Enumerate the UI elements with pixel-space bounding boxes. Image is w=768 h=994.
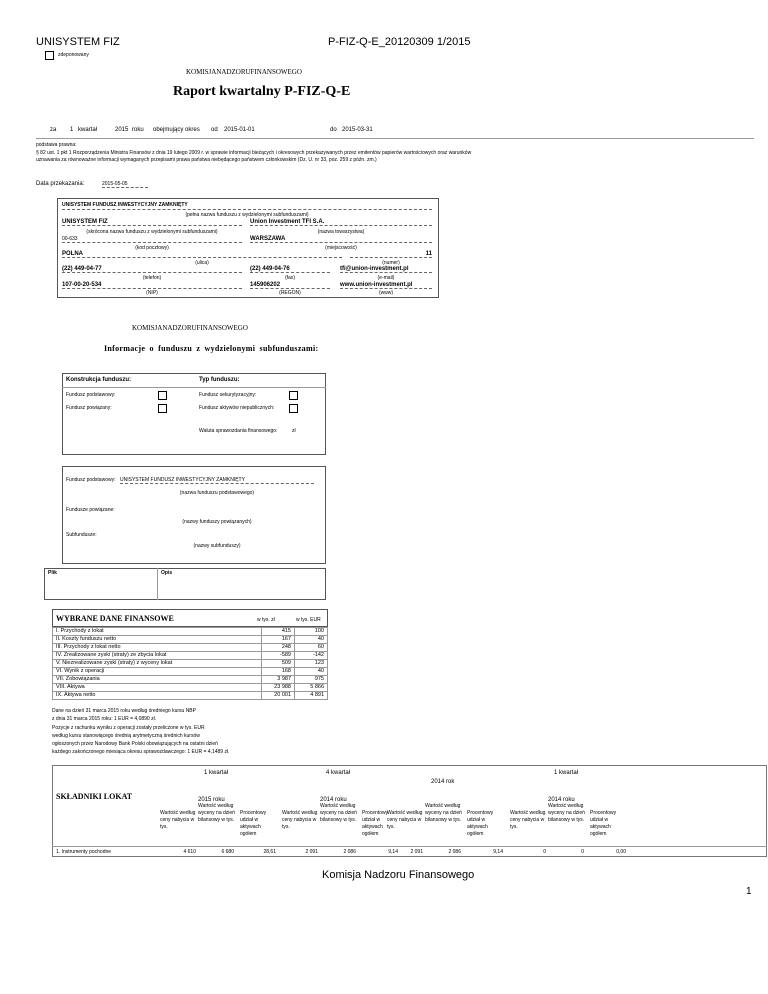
waluta-value: zł bbox=[292, 428, 296, 434]
financial-cell-eur: 100 bbox=[295, 628, 328, 636]
fund-street-caption: (ulica) bbox=[195, 260, 209, 266]
fund-street: POLNA bbox=[62, 251, 342, 258]
financial-row bbox=[53, 668, 328, 676]
lokaty-group-period: 2014 rok bbox=[431, 779, 455, 785]
lokaty-col-header: Wartość według ceny nabycia w tys. bbox=[160, 810, 196, 830]
plik-divider bbox=[157, 568, 158, 600]
fund-full-name-caption: (pełna nazwa funduszu z wydzielonymi subfunduszami) bbox=[185, 212, 309, 218]
podstawowy-name-caption: (nazwa funduszu podstawowego) bbox=[179, 490, 255, 496]
period-od: od bbox=[211, 127, 218, 133]
financial-note-line: każdego zakończonego miesiąca okresu sprawozdawczego: 1 EUR = 4,1489 zł. bbox=[52, 749, 230, 756]
financial-cell-label: VII. Zobowiązania bbox=[53, 676, 262, 684]
financial-row bbox=[53, 684, 328, 692]
structure-box bbox=[62, 373, 326, 455]
sekurytyzacyjny-label: Fundusz sekurytyzacyjny: bbox=[199, 392, 257, 398]
lokaty-row-label: 1. Instrumenty pochodne bbox=[56, 849, 112, 855]
financial-cell-pln: -589 bbox=[262, 652, 295, 660]
lokaty-col-header: Wartość według wyceny na dzień bilansowy w tys. bbox=[198, 803, 235, 823]
period-year: 2015 bbox=[115, 127, 129, 133]
lokaty-group-year: 2014 roku bbox=[548, 797, 575, 803]
fund-city: WARSZAWA bbox=[250, 236, 432, 243]
financial-row bbox=[53, 636, 328, 644]
header-right-title: P-FIZ-Q-E_20120309 1/2015 bbox=[328, 36, 471, 48]
financial-cell-pln: 248 bbox=[262, 644, 295, 652]
lokaty-col-header: Procentowy udział w aktywach ogółem bbox=[240, 810, 267, 837]
lokaty-value-cell: 9,14 bbox=[388, 849, 398, 855]
powiazany-checkbox[interactable] bbox=[158, 404, 167, 413]
zdeponowany-checkbox[interactable] bbox=[45, 51, 54, 60]
lokaty-value-cell: 2 086 bbox=[343, 849, 356, 855]
report-title: Raport kwartalny P-FIZ-Q-E bbox=[173, 84, 351, 99]
financial-cell-label: IV. Zrealizowane zyski (straty) ze zbycia lokat bbox=[53, 652, 262, 660]
fund-regon: 145906202 bbox=[250, 282, 330, 289]
lokaty-col-header: Procentowy udział w aktywach ogółem bbox=[467, 810, 494, 837]
lokaty-value-cell: 9,14 bbox=[493, 849, 503, 855]
fund-email-caption: (e-mail) bbox=[377, 275, 395, 281]
financial-row bbox=[53, 676, 328, 684]
plik-col2: Opis bbox=[161, 570, 173, 576]
powiazane-caption: (nazwy funduszy powiązanych) bbox=[182, 519, 252, 525]
lokaty-group-year: 2015 roku bbox=[198, 797, 225, 803]
financial-cell-eur: 40 bbox=[295, 668, 328, 676]
period-kwartal: kwartał bbox=[78, 127, 98, 133]
lokaty-value-cell: 6 680 bbox=[221, 849, 234, 855]
fund-number: 11 bbox=[350, 251, 432, 258]
financial-note-line: według kursu stanowiącego średnią arytmetyczną średnich kursów bbox=[52, 732, 200, 739]
lokaty-value-cell: 2 086 bbox=[448, 849, 461, 855]
fund-society-caption: (nazwa towarzystwa) bbox=[317, 229, 365, 235]
podstawowy-checkbox[interactable] bbox=[158, 391, 167, 400]
financial-cell-label: VIII. Aktywa bbox=[53, 684, 262, 692]
legal-basis-text: § 82 ust. 1 pkt 1 Rozporządzenia Ministra Finansów z dnia 19 lutego 2009 r. w sprawie informacji bieżących i okresowych przekazywanych przez emitentów papierów wartościowych oraz warunków uznawania za równoważne informacji wymaganych przepisami prawa państwa niebędącego państwem członkowskim (Dz. U. nr 33, poz. 259 z późn. zm.) bbox=[36, 150, 472, 163]
fund-email: tfi@union-investment.pl bbox=[340, 266, 432, 273]
financial-cell-eur: 975 bbox=[295, 676, 328, 684]
financial-note-line: Pozycje z rachunku wyniku z operacji zostały przeliczone w tys. EUR bbox=[52, 724, 205, 731]
subfundusze-label: Subfundusze: bbox=[66, 532, 97, 538]
financial-col-pln: w tys. zł bbox=[257, 617, 275, 623]
period-za: za bbox=[50, 127, 57, 133]
financial-row bbox=[53, 660, 328, 668]
financial-cell-pln: 167 bbox=[262, 636, 295, 644]
fund-society: Union Investment TFI S.A. bbox=[250, 219, 432, 226]
powiazane-label: Fundusze powiązane: bbox=[66, 507, 115, 513]
structure-divider bbox=[62, 387, 326, 388]
financial-cell-label: III. Przychody z lokat netto bbox=[53, 644, 262, 652]
financial-notes bbox=[52, 707, 229, 757]
period-quarter: 1 bbox=[70, 127, 74, 133]
podstawowy-name-value: UNISYSTEM FUNDUSZ INWESTYCYJNY ZAMKNIĘTY bbox=[120, 477, 314, 484]
aktywow-label: Fundusz aktywów niepublicznych: bbox=[199, 405, 275, 411]
lokaty-group-year: 2014 roku bbox=[320, 797, 347, 803]
lokaty-col-header: Wartość według ceny nabycia w tys. bbox=[387, 810, 423, 830]
financial-cell-eur: -142 bbox=[295, 652, 328, 660]
footer-knf: Komisja Nadzoru Finansowego bbox=[322, 869, 475, 881]
financial-table bbox=[52, 627, 328, 700]
financial-cell-label: I. Przychody z lokat bbox=[53, 628, 262, 636]
knf-top: KOMISJANADZORUFINANSOWEGO bbox=[186, 68, 302, 76]
fund-www-caption: (www) bbox=[378, 290, 394, 296]
fund-full-name: UNISYSTEM FUNDUSZ INWESTYCYJNY ZAMKNIĘTY bbox=[62, 202, 432, 210]
date-passed-label: Data przekazania: bbox=[36, 181, 85, 187]
period-rok: roku bbox=[132, 127, 144, 133]
fund-nip-caption: (NIP) bbox=[146, 290, 158, 296]
period-do: do bbox=[330, 127, 337, 133]
financial-cell-pln: 168 bbox=[262, 668, 295, 676]
fund-short-name-caption: (skrócona nazwa funduszu z wydzielonymi subfunduszami) bbox=[86, 229, 218, 235]
financial-cell-label: V. Niezrealizowane zyski (straty) z wyceny lokat bbox=[53, 660, 262, 668]
lokaty-value-cell: 2 091 bbox=[410, 849, 423, 855]
financial-note-line: ogłoszonych przez Narodowy Bank Polski obowiązujących na ostatni dzień bbox=[52, 741, 218, 748]
lokaty-group-period: 4 kwartał bbox=[326, 770, 351, 776]
financial-cell-eur: 60 bbox=[295, 644, 328, 652]
financial-cell-eur: 123 bbox=[295, 660, 328, 668]
fund-city-caption: (miejscowość) bbox=[325, 245, 357, 251]
lokaty-col-header: Wartość według ceny nabycia w tys. bbox=[282, 810, 318, 830]
financial-col-eur: w tys. EUR bbox=[296, 617, 321, 623]
fund-phone: (22) 449-04-77 bbox=[62, 266, 242, 273]
lokaty-value-cell: 0 bbox=[581, 849, 584, 855]
financial-row bbox=[53, 628, 328, 636]
fund-postal: 00-633 bbox=[62, 236, 242, 243]
plik-col1: Plik bbox=[48, 570, 57, 576]
financial-cell-pln: 20 001 bbox=[262, 692, 295, 700]
konstrukcja-label: Konstrukcja funduszu: bbox=[66, 377, 132, 383]
podstawowy-label: Fundusz podstawowy: bbox=[66, 392, 116, 398]
info-title: Informacje o funduszu z wydzielonymi subfunduszami: bbox=[104, 344, 319, 353]
financial-cell-pln: 23 988 bbox=[262, 684, 295, 692]
fund-short-name: UNISYSTEM FIZ bbox=[62, 219, 242, 226]
financial-cell-label: VI. Wynik z operacji bbox=[53, 668, 262, 676]
date-passed-value: 2015-05-05 bbox=[102, 181, 148, 188]
aktywow-checkbox[interactable] bbox=[289, 404, 298, 413]
lokaty-col-header: Wartość według wyceny na dzień bilansowy w tys. bbox=[548, 803, 585, 823]
period-to: 2015-03-31 bbox=[342, 127, 373, 133]
fund-www: www.union-investment.pl bbox=[340, 282, 432, 289]
lokaty-value-cell: 2 091 bbox=[305, 849, 318, 855]
fund-nip: 107-00-20-534 bbox=[62, 282, 242, 289]
period-rule bbox=[36, 138, 754, 139]
typ-label: Typ funduszu: bbox=[199, 377, 240, 383]
financial-cell-pln: 509 bbox=[262, 660, 295, 668]
financial-cell-pln: 415 bbox=[262, 628, 295, 636]
zdeponowany-label: zdeponowany bbox=[58, 52, 89, 58]
podstawowy-name-label: Fundusz podstawowy: bbox=[66, 477, 116, 483]
period-obejmujacy: obejmujący okres bbox=[153, 127, 200, 133]
financial-row bbox=[53, 692, 328, 700]
period-from: 2015-01-01 bbox=[224, 127, 255, 133]
lokaty-group-period: 1 kwartał bbox=[554, 770, 579, 776]
lokaty-value-cell: 28,61 bbox=[263, 849, 276, 855]
financial-row bbox=[53, 644, 328, 652]
lokaty-group-period: 1 kwartał bbox=[204, 770, 229, 776]
financial-cell-eur: 4 891 bbox=[295, 692, 328, 700]
lokaty-col-header: Wartość według wyceny na dzień bilansowy w tys. bbox=[425, 803, 462, 823]
financial-note-line: Dane na dzień 31 marca 2015 roku według średniego kursu NBP bbox=[52, 708, 196, 714]
lokaty-col-header: Procentowy udział w aktywach ogółem bbox=[362, 810, 389, 837]
legal-basis-heading: podstawa prawna: bbox=[36, 142, 77, 148]
fund-regon-caption: (REGON) bbox=[279, 290, 301, 296]
powiazany-label: Fundusz powiązany: bbox=[66, 405, 112, 411]
lokaty-value-cell: 4 610 bbox=[183, 849, 196, 855]
financial-cell-label: IX. Aktywa netto bbox=[53, 692, 262, 700]
financial-cell-eur: 40 bbox=[295, 636, 328, 644]
financial-cell-pln: 3 987 bbox=[262, 676, 295, 684]
lokaty-row-rule bbox=[52, 846, 767, 847]
lokaty-col-header: Procentowy udział w aktywach ogółem bbox=[590, 810, 617, 837]
lokaty-value-cell: 0 bbox=[543, 849, 546, 855]
fund-fax-caption: (fax) bbox=[285, 275, 295, 281]
footer-page-number: 1 bbox=[746, 886, 752, 897]
financial-note-line: z dnia 31 marca 2015 roku: 1 EUR = 4,0890 zł. bbox=[52, 716, 157, 723]
subfundusze-caption: (nazwy subfunduszy) bbox=[193, 543, 241, 549]
header-left-title: UNISYSTEM FIZ bbox=[36, 36, 120, 48]
financial-row bbox=[53, 652, 328, 660]
fund-phone-caption: (telefon) bbox=[142, 275, 162, 281]
fund-fax: (22) 449-04-76 bbox=[250, 266, 330, 273]
knf-mid: KOMISJANADZORUFINANSOWEGO bbox=[132, 324, 248, 332]
lokaty-col-header: Wartość według ceny nabycia w tys. bbox=[510, 810, 546, 830]
plik-box bbox=[44, 568, 326, 600]
financial-title: WYBRANE DANE FINANSOWE bbox=[56, 614, 174, 623]
lokaty-value-cell: 0,00 bbox=[616, 849, 626, 855]
fund-postal-caption: (kod pocztowy) bbox=[135, 245, 169, 251]
waluta-label: Waluta sprawozdania finansowego: bbox=[199, 428, 278, 434]
financial-cell-label: II. Koszty funduszu netto bbox=[53, 636, 262, 644]
lokaty-col-header: Wartość według wyceny na dzień bilansowy w tys. bbox=[320, 803, 357, 823]
lokaty-title: SKŁADNIKI LOKAT bbox=[56, 792, 133, 801]
sekurytyzacyjny-checkbox[interactable] bbox=[289, 391, 298, 400]
financial-cell-eur: 5 866 bbox=[295, 684, 328, 692]
fund-number-caption: (numer) bbox=[382, 260, 400, 266]
